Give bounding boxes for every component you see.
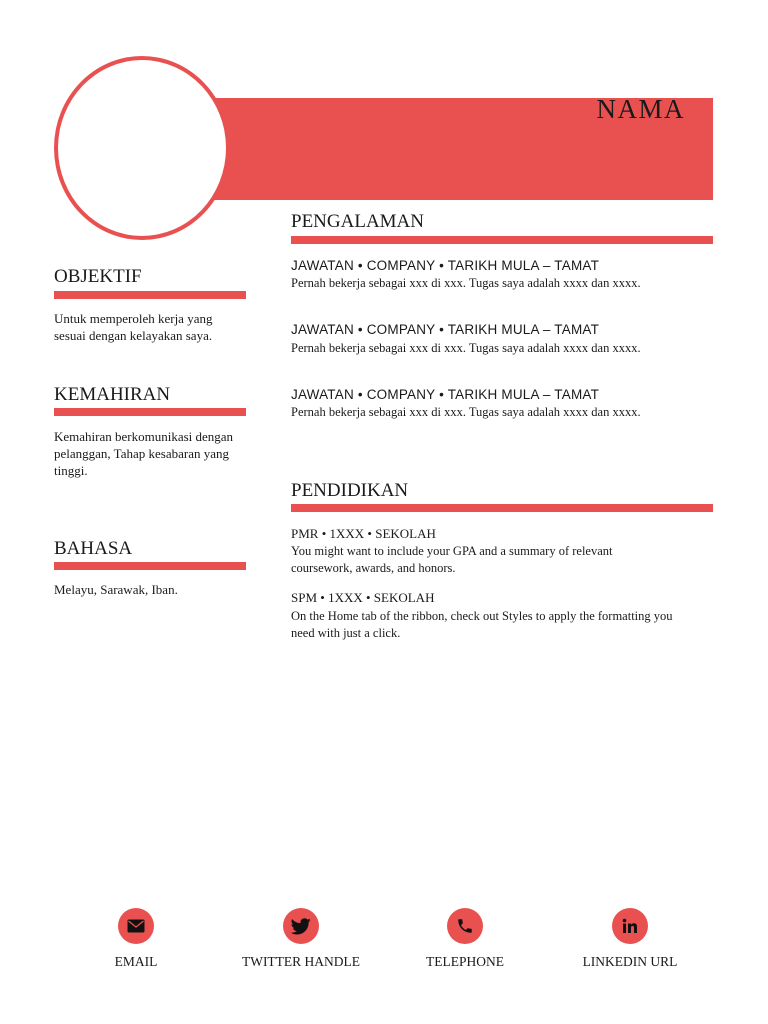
skills-text: Kemahiran berkomunikasi dengan pelanggan, Tahap kesabaran yang tinggi. [54, 429, 234, 478]
experience-title: PENGALAMAN [291, 211, 424, 232]
linkedin-icon[interactable] [612, 908, 648, 944]
profile-photo-placeholder[interactable] [54, 56, 230, 240]
telephone-icon[interactable] [447, 908, 483, 944]
experience-item-heading: JAWATAN • COMPANY • TARIKH MULA – TAMAT [291, 322, 600, 337]
skills-divider [54, 408, 246, 416]
experience-item-desc: Pernah bekerja sebagai xxx di xxx. Tugas saya adalah xxxx dan xxxx. [291, 341, 641, 355]
experience-item-desc: Pernah bekerja sebagai xxx di xxx. Tugas saya adalah xxxx dan xxxx. [291, 276, 641, 290]
twitter-icon[interactable] [283, 908, 319, 944]
skills-title: KEMAHIRAN [54, 384, 171, 405]
education-item-heading: PMR • 1XXX • SEKOLAH [291, 526, 436, 541]
experience-item-desc: Pernah bekerja sebagai xxx di xxx. Tugas saya adalah xxxx dan xxxx. [291, 405, 641, 419]
objective-title: OBJEKTIF [54, 266, 142, 287]
experience-item-heading: JAWATAN • COMPANY • TARIKH MULA – TAMAT [291, 258, 600, 273]
experience-item-heading: JAWATAN • COMPANY • TARIKH MULA – TAMAT [291, 387, 600, 402]
resume-name: NAMA [596, 94, 685, 124]
email-label[interactable]: EMAIL [114, 954, 158, 969]
education-item-desc: On the Home tab of the ribbon, check out Styles to apply the formatting you need with just a click. [291, 609, 673, 640]
education-item-desc: You might want to include your GPA and a summary of relevant coursework, awards, and honors. [291, 544, 613, 575]
telephone-label[interactable]: TELEPHONE [426, 954, 504, 969]
education-title: PENDIDIKAN [291, 480, 409, 501]
languages-text: Melayu, Sarawak, Iban. [54, 582, 178, 597]
experience-divider [291, 236, 713, 244]
education-divider [291, 504, 713, 512]
email-icon[interactable] [118, 908, 154, 944]
linkedin-label[interactable]: LINKEDIN URL [582, 954, 678, 969]
languages-title: BAHASA [54, 538, 133, 559]
objective-divider [54, 291, 246, 299]
twitter-label[interactable]: TWITTER HANDLE [241, 954, 361, 969]
objective-text: Untuk memperoleh kerja yang sesuai dengan kelayakan saya. [54, 311, 213, 343]
languages-divider [54, 562, 246, 570]
education-item-heading: SPM • 1XXX • SEKOLAH [291, 590, 435, 605]
